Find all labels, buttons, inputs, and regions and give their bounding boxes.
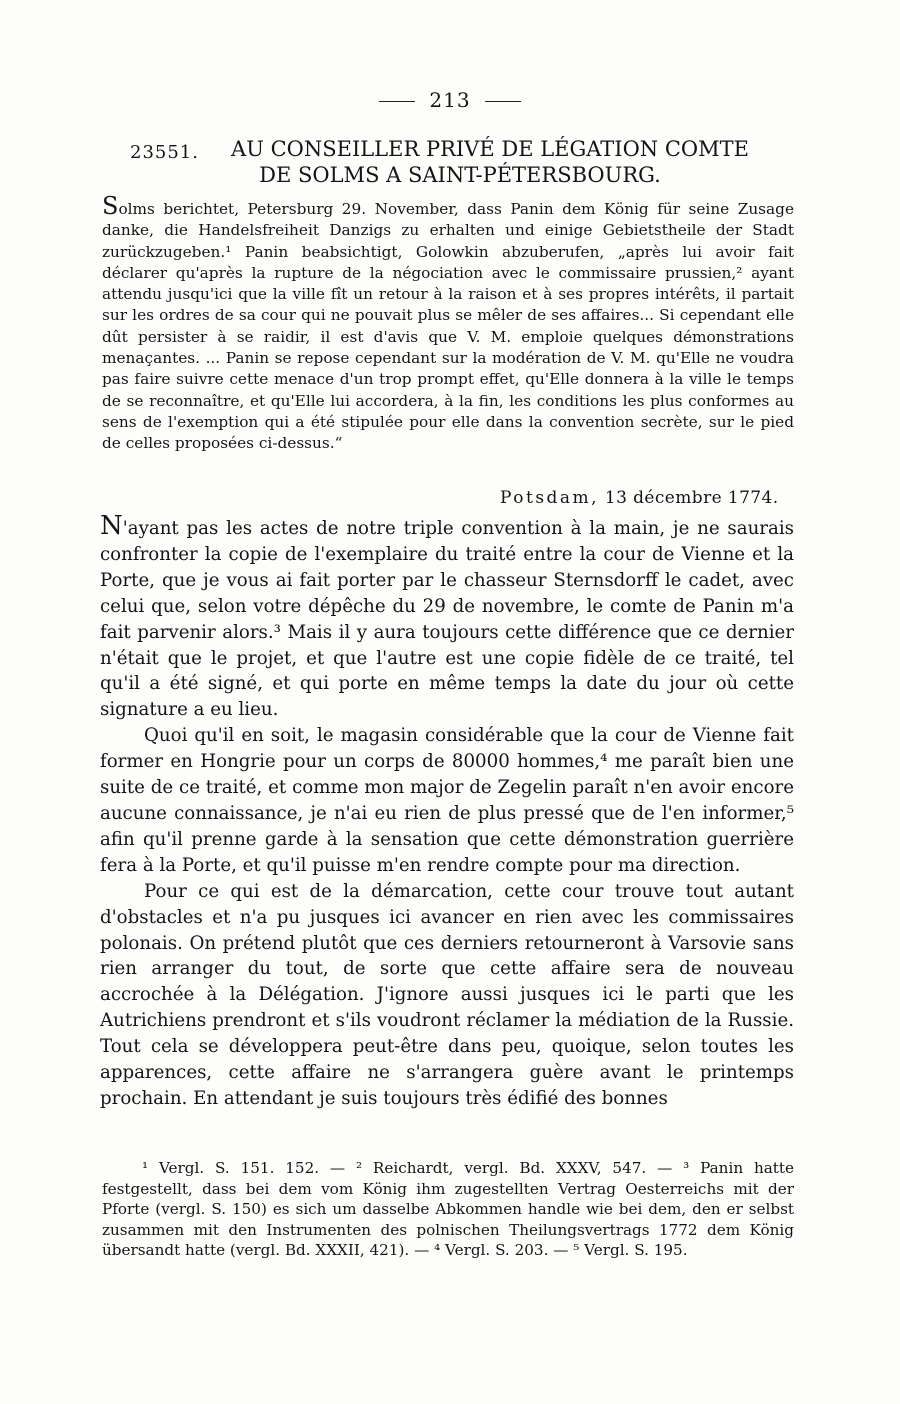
- page-number: [0, 88, 900, 112]
- page-number-text: 213: [429, 88, 471, 112]
- summary-paragraph: [102, 192, 794, 455]
- heading-line-2: DE SOLMS A SAINT-PÉTERSBOURG.: [259, 163, 661, 187]
- dateline-place: Potsdam,: [500, 488, 600, 508]
- footnotes-text: ¹ Vergl. S. 151. 152. — ² Reichardt, vergl. Bd. XXXV, 547. — ³ Panin hatte festgestellt, dass bei dem vom König ihm zugestellten Vertrag Oesterreichs mit der Pforte (vergl. S. 150) es sich um dasselbe Abkommen handle wie bei dem, den er selbst zusammen mit den Instrumenten des polnischen Theilungsvertrags 1772 dem König übersandt hatte (vergl. Bd. XXXII, 421). — ⁴ Vergl. S. 203. — ⁵ Vergl. S. 195.: [102, 1159, 794, 1259]
- dateline: [500, 488, 800, 508]
- body-paragraph-1: [100, 511, 794, 723]
- body-initial: N: [100, 511, 123, 541]
- body-paragraph-2: Quoi qu'il en soit, le magasin considérable que la cour de Vienne fait former en Hongrie pour un corps de 80000 hommes,⁴ me paraît bien une suite de ce traité, et comme mon major de Zegelin paraît n'en avoir encore aucune connaissance, je n'ai eu rien de plus pressé que de l'en informer,⁵ afin qu'il prenne garde à la sensation que cette démonstration guerrière fera à la Porte, et qu'il puisse m'en rendre compte pour ma direction.: [100, 725, 794, 876]
- heading-line-1: AU CONSEILLER PRIVÉ DE LÉGATION COMTE: [231, 137, 749, 161]
- dateline-date: 13 décembre 1774.: [604, 488, 779, 508]
- page-number-rule-left: [379, 101, 415, 102]
- footnotes: [102, 1158, 794, 1261]
- body-paragraph-3: Pour ce qui est de la démarcation, cette cour trouve tout autant d'obstacles et n'a pu jusques ici avancer en rien avec les commissaires polonais. On prétend plutôt que ces derniers retourneront à Varsovie sans rien arranger du tout, de sorte que cette affaire sera de nouveau accrochée à la Délégation. J'ignore aussi jusques ici le parti que les Autrichiens prendront et s'ils voudront réclamer la médiation de la Russie. Tout cela se développera peut-être dans peu, quoique, selon toutes les apparences, cette affaire ne s'arrangera guère avant le printemps prochain. En attendant je suis toujours très édifié des bonnes: [100, 880, 794, 1109]
- page-number-rule-right: [485, 101, 521, 102]
- letter-body: [100, 511, 794, 1112]
- letter-number: 23551.: [130, 142, 199, 163]
- letter-heading: [130, 136, 790, 188]
- summary-text: olms berichtet, Petersburg 29. November, dass Panin dem König für seine Zusage danke, die Handelsfreiheit Danzigs zu erhalten und einige Gebietstheile der Stadt zurückzugeben.¹ Panin beabsichtigt, Golowkin abzuberufen, „après lui avoir fait déclarer qu'après la rupture de la négociation avec le commissaire prussien,² ayant attendu jusqu'ici que la ville fît un retour à la raison et à ses propres intérêts, il partait sur les ordres de sa cour qui ne pouvait plus se mêler de ses affaires... Si cependant elle dût persister à se raidir, il est d'avis que V. M. emploie quelques démonstrations menaçantes. ... Panin se repose cependant sur la modération de V. M. qu'Elle ne voudra pas faire suivre cette menace d'un trop prompt effet, qu'Elle donnera à la ville le temps de se reconnaître, et qu'Elle lui accordera, à la fin, les conditions les plus conformes au sens de l'exemption qui a été stipulée pour elle dans la convention secrète, sur le pied de celles proposées ci-dessus.“: [102, 200, 794, 453]
- body-paragraph-1-text: 'ayant pas les actes de notre triple convention à la main, je ne saurais confronter la copie de l'exemplaire du traité entre la cour de Vienne et la Porte, que je vous ai fait porter par le chasseur Sternsdorff le cadet, avec celui que, selon votre dépêche du 29 de novembre, le comte de Panin m'a fait parvenir alors.³ Mais il y aura toujours cette différence que ce dernier n'était que le projet, et que l'autre est une copie fidèle de ce traité, tel qu'il a été signé, et qui porte en même temps la date du jour où cette signature a eu lieu.: [100, 518, 794, 721]
- summary-initial: S: [102, 192, 119, 220]
